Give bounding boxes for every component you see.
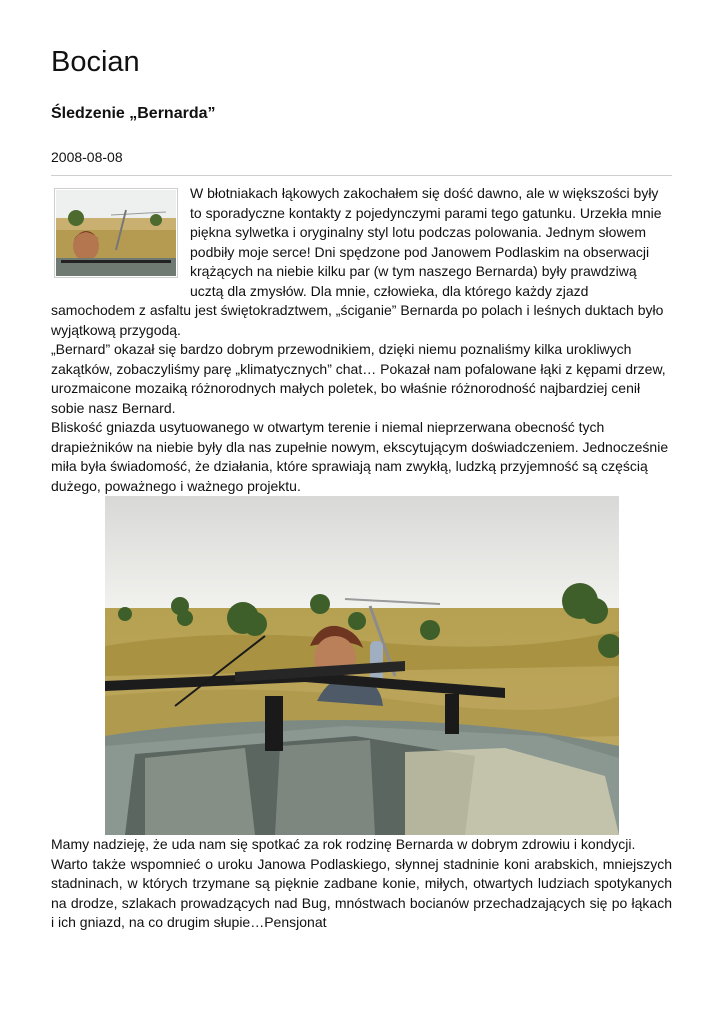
post-title: Śledzenie „Bernarda”: [51, 105, 216, 122]
main-photo[interactable]: [105, 496, 619, 835]
divider: [51, 175, 672, 176]
post-date: 2008-08-08: [51, 149, 123, 165]
paragraph: W błotniakach łąkowych zakochałem się dość dawno, ale w większości były to sporadyczne kontakty z pojedynczymi parami tego gatunku. Urzekła mnie piękna sylwetka i oryginalny styl lotu podczas polowania. Jednym słowem podbiły moje serce! Dni spędzone pod Janowem Podlaskim na obserwacji krążących na niebie kilku par (w tym naszego Bernarda) były prawdziwą ucztą dla zmysłów. Dla mnie, człowieka, dla którego każdy zjazd samochodem z asfaltu jest świętokradztwem, „ściganie” Bernarda po polach i leśnych duktach było wyjątkową przygodą.: [51, 185, 664, 338]
paragraph: Warto także wspomnieć o uroku Janowa Podlaskiego, słynnej stadninie koni arabskich, mniejszych stadninach, w których trzymane są pięknie zadbane konie, miłych, otwartych ludziach spotykanych na drodze, szlakach prowadzących nad Bug, mnóstwach bocianów przechadzających się po łąkach i ich gniazd, na co drugim słupie…Pensjonat: [51, 855, 672, 930]
thumbnail-photo[interactable]: [54, 188, 178, 278]
paragraph: Bliskość gniazda usytuowanego w otwartym terenie i niemal nieprzerwana obecność tych drapieżników na niebie były dla nas zupełnie nowym, ekscytującym doświadczeniem. Jednocześnie miła była świadomość, że działania, które sprawiają nam zwykłą, ludzką przyjemność są częścią dużego, poważnego i ważnego projektu.: [51, 419, 669, 494]
post-content: [51, 184, 672, 933]
site-title: Bocian: [51, 46, 140, 78]
paragraph: „Bernard” okazał się bardzo dobrym przewodnikiem, dzięki niemu poznaliśmy kilka urokliwych zakątków, zobaczyliśmy parę „klimatycznych” chat… Pokazał nam pofalowane łąki z kępami drzew, urozmaicone mozaiką różnorodnych małych poletek, bo właśnie różnorodność najbardziej cenił sobie nasz Bernard.: [51, 341, 666, 416]
paragraph: Mamy nadzieję, że uda nam się spotkać za rok rodzinę Bernarda w dobrym zdrowiu i kondycji.: [51, 836, 636, 852]
